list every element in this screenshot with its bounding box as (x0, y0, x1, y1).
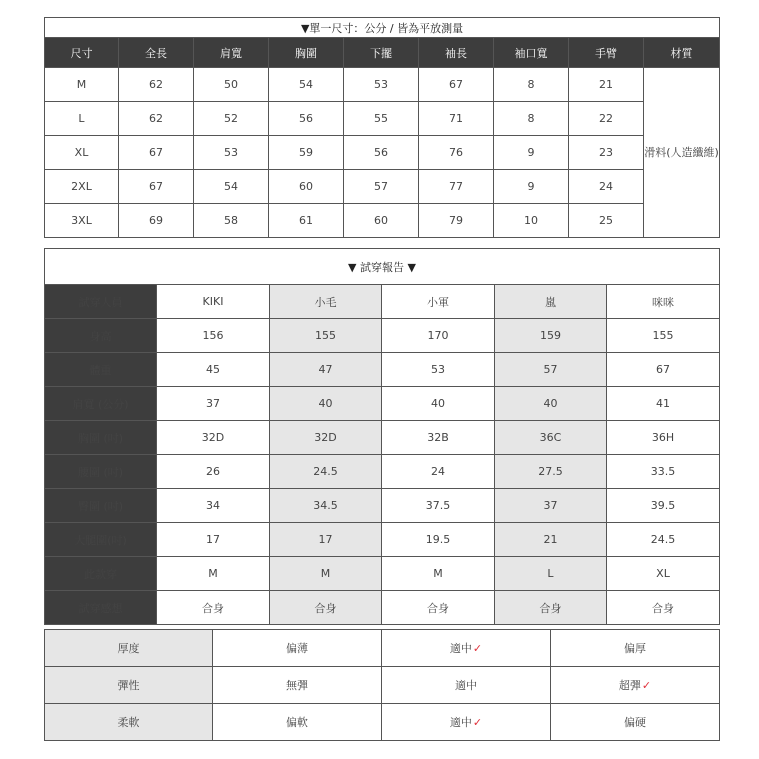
size-cell: L (45, 102, 119, 136)
try-on-cell: 67 (607, 353, 720, 387)
size-cell: 8 (494, 102, 569, 136)
try-on-row (45, 421, 720, 455)
size-cell: 55 (344, 102, 419, 136)
checkmark-icon: ✓ (472, 642, 483, 655)
size-cell: 67 (419, 68, 494, 102)
try-on-cell: 嵐 (495, 285, 607, 319)
try-on-cell: KIKI (157, 285, 270, 319)
try-on-row-label: 大腿圍(吋) (45, 523, 157, 557)
size-cell: 50 (194, 68, 269, 102)
feel-option (551, 630, 720, 667)
feel-row-label: 厚度 (45, 630, 213, 667)
size-cell: 57 (344, 170, 419, 204)
size-cell: 25 (569, 204, 644, 238)
try-on-cell: 17 (157, 523, 270, 557)
feel-row-label: 彈性 (45, 667, 213, 704)
try-on-cell: 155 (270, 319, 382, 353)
try-on-cell: 45 (157, 353, 270, 387)
fabric-feel-table (44, 629, 720, 741)
size-cell: XL (45, 136, 119, 170)
size-cell: 24 (569, 170, 644, 204)
size-cell: 3XL (45, 204, 119, 238)
try-on-row-label: 肩寬 (公分) (45, 387, 157, 421)
try-on-cell: XL (607, 557, 720, 591)
try-on-row-label: 身高 (45, 319, 157, 353)
try-on-row-label: 腰圍 (吋) (45, 455, 157, 489)
try-on-cell: 40 (495, 387, 607, 421)
size-cell: 56 (269, 102, 344, 136)
try-on-row-label: 試穿人員 (45, 285, 157, 319)
size-cell: 59 (269, 136, 344, 170)
try-on-row (45, 523, 720, 557)
try-on-cell: 47 (270, 353, 382, 387)
try-on-cell: 159 (495, 319, 607, 353)
size-cell: 53 (344, 68, 419, 102)
size-row-2xl (45, 170, 720, 204)
try-on-cell: 21 (495, 523, 607, 557)
header-shoulder: 肩寬 (194, 38, 269, 68)
try-on-cell: 40 (270, 387, 382, 421)
feel-option-label: 適中 (455, 679, 477, 692)
try-on-cell: 24.5 (270, 455, 382, 489)
feel-option (213, 630, 382, 667)
try-on-row (45, 489, 720, 523)
size-table (44, 17, 720, 238)
try-on-cell: 24 (382, 455, 495, 489)
try-on-cell: 32D (270, 421, 382, 455)
feel-option-label: 適中 (449, 642, 472, 655)
size-cell: 79 (419, 204, 494, 238)
try-on-row (45, 319, 720, 353)
try-on-row-label: 體重 (45, 353, 157, 387)
try-on-cell: 37 (495, 489, 607, 523)
try-on-cell: 27.5 (495, 455, 607, 489)
size-cell: 60 (269, 170, 344, 204)
try-on-cell: M (382, 557, 495, 591)
try-on-cell: 32B (382, 421, 495, 455)
try-on-row (45, 591, 720, 625)
try-on-cell: 小軍 (382, 285, 495, 319)
size-cell: 22 (569, 102, 644, 136)
checkmark-icon: ✓ (641, 679, 652, 692)
try-on-cell: 32D (157, 421, 270, 455)
size-row-xl (45, 136, 720, 170)
size-cell: 54 (194, 170, 269, 204)
feel-option-label: 偏薄 (286, 642, 308, 655)
try-on-cell: 34 (157, 489, 270, 523)
try-on-row (45, 557, 720, 591)
feel-row (45, 630, 720, 667)
try-on-cell: 39.5 (607, 489, 720, 523)
try-on-cell: 26 (157, 455, 270, 489)
try-on-cell: 156 (157, 319, 270, 353)
try-on-cell: 34.5 (270, 489, 382, 523)
feel-option-label: 無彈 (286, 679, 308, 692)
feel-option-label: 偏硬 (624, 716, 646, 729)
size-cell: 56 (344, 136, 419, 170)
size-cell: 76 (419, 136, 494, 170)
try-on-row-label: 此款穿 (45, 557, 157, 591)
feel-option (213, 667, 382, 704)
size-cell: 52 (194, 102, 269, 136)
size-cell: 2XL (45, 170, 119, 204)
header-size: 尺寸 (45, 38, 119, 68)
feel-option (382, 630, 551, 667)
size-row-3xl (45, 204, 720, 238)
header-arm: 手臂 (569, 38, 644, 68)
try-on-cell: 37.5 (382, 489, 495, 523)
feel-option (382, 704, 551, 741)
feel-option-label: 超彈 (618, 679, 641, 692)
try-on-cell: 小毛 (270, 285, 382, 319)
size-cell: 77 (419, 170, 494, 204)
try-on-caption: ▼ 試穿報告 ▼ (45, 249, 720, 285)
header-material: 材質 (644, 38, 720, 68)
size-cell: 71 (419, 102, 494, 136)
header-sleeve-length: 袖長 (419, 38, 494, 68)
try-on-cell: 53 (382, 353, 495, 387)
header-cuff-width: 袖口寬 (494, 38, 569, 68)
try-on-row-label: 試穿感想 (45, 591, 157, 625)
try-on-cell: 36C (495, 421, 607, 455)
size-cell: 54 (269, 68, 344, 102)
try-on-cell: 17 (270, 523, 382, 557)
size-cell: 62 (119, 102, 194, 136)
try-on-cell: 19.5 (382, 523, 495, 557)
feel-option (213, 704, 382, 741)
try-on-cell: 合身 (495, 591, 607, 625)
feel-row-label: 柔軟 (45, 704, 213, 741)
size-cell: 21 (569, 68, 644, 102)
header-hem: 下擺 (344, 38, 419, 68)
try-on-cell: 36H (607, 421, 720, 455)
try-on-table (44, 248, 720, 625)
size-cell: 58 (194, 204, 269, 238)
material-cell: 滑料(人造纖維) (644, 68, 720, 238)
try-on-cell: 40 (382, 387, 495, 421)
size-cell: 67 (119, 170, 194, 204)
size-cell: 69 (119, 204, 194, 238)
checkmark-icon: ✓ (472, 716, 483, 729)
feel-row (45, 704, 720, 741)
size-row-m (45, 68, 720, 102)
try-on-cell: M (157, 557, 270, 591)
try-on-cell: M (270, 557, 382, 591)
size-cell: 10 (494, 204, 569, 238)
feel-option-label: 偏軟 (286, 716, 308, 729)
size-cell: 9 (494, 136, 569, 170)
size-table-header-row (45, 38, 720, 68)
try-on-cell: 155 (607, 319, 720, 353)
feel-option-label: 偏厚 (624, 642, 646, 655)
try-on-row (45, 285, 720, 319)
try-on-cell: 合身 (270, 591, 382, 625)
feel-option (551, 704, 720, 741)
feel-option (382, 667, 551, 704)
try-on-cell: L (495, 557, 607, 591)
feel-row (45, 667, 720, 704)
try-on-row (45, 353, 720, 387)
size-cell: 53 (194, 136, 269, 170)
try-on-row (45, 387, 720, 421)
size-cell: 9 (494, 170, 569, 204)
try-on-row-label: 臀圍 (吋) (45, 489, 157, 523)
try-on-cell: 咪咪 (607, 285, 720, 319)
try-on-cell: 41 (607, 387, 720, 421)
size-table-caption: ▼單一尺寸：公分 / 皆為平放測量 (45, 18, 720, 38)
try-on-cell: 57 (495, 353, 607, 387)
try-on-cell: 合身 (157, 591, 270, 625)
feel-option-label: 適中 (449, 716, 472, 729)
try-on-row-label: 胸圍 (吋) (45, 421, 157, 455)
try-on-cell: 37 (157, 387, 270, 421)
size-cell: 8 (494, 68, 569, 102)
try-on-cell: 合身 (382, 591, 495, 625)
size-cell: M (45, 68, 119, 102)
feel-option (551, 667, 720, 704)
size-cell: 67 (119, 136, 194, 170)
try-on-cell: 33.5 (607, 455, 720, 489)
try-on-cell: 合身 (607, 591, 720, 625)
header-length: 全長 (119, 38, 194, 68)
try-on-cell: 170 (382, 319, 495, 353)
size-row-l (45, 102, 720, 136)
size-cell: 62 (119, 68, 194, 102)
size-cell: 61 (269, 204, 344, 238)
size-cell: 23 (569, 136, 644, 170)
header-chest: 胸圍 (269, 38, 344, 68)
size-cell: 60 (344, 204, 419, 238)
try-on-cell: 24.5 (607, 523, 720, 557)
try-on-row (45, 455, 720, 489)
